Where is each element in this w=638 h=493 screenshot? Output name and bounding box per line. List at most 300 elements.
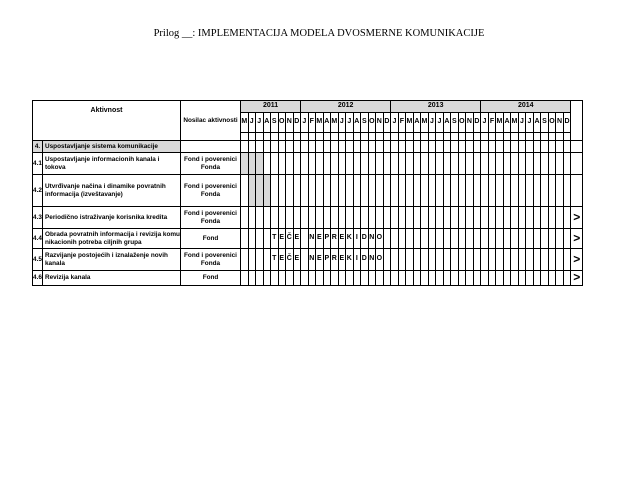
schedule-cell (308, 207, 316, 229)
activity-carrier: Fond i poverenici Fonda (181, 175, 241, 207)
month-header: N (286, 113, 294, 133)
schedule-cell (271, 271, 279, 286)
schedule-cell (526, 207, 534, 229)
month-header: O (458, 113, 466, 133)
schedule-cell (406, 153, 414, 175)
schedule-cell (421, 175, 429, 207)
schedule-cell (548, 153, 556, 175)
schedule-cell (533, 271, 541, 286)
schedule-cell (481, 249, 489, 271)
continuing-letter: R (331, 229, 339, 249)
month-header: J (481, 113, 489, 133)
continues-arrow: > (571, 271, 583, 286)
schedule-cell (338, 175, 346, 207)
schedule-cell (278, 271, 286, 286)
table-row (33, 229, 583, 249)
activity-number: 4.6 (33, 271, 43, 286)
schedule-cell (241, 175, 249, 207)
schedule-cell (241, 229, 249, 249)
continuing-letter: E (338, 229, 346, 249)
schedule-cell (443, 207, 451, 229)
month-header: M (316, 113, 324, 133)
schedule-cell (286, 175, 294, 207)
schedule-cell (533, 249, 541, 271)
month-header: J (436, 113, 444, 133)
schedule-cell (526, 153, 534, 175)
schedule-cell (556, 153, 564, 175)
continuing-letter: I (353, 249, 361, 271)
activity-number: 4.5 (33, 249, 43, 271)
schedule-cell (518, 153, 526, 175)
continuing-letter: R (331, 249, 339, 271)
continuing-letter: K (346, 249, 354, 271)
month-header: A (503, 113, 511, 133)
schedule-cell (413, 229, 421, 249)
schedule-cell (563, 175, 571, 207)
schedule-cell (241, 249, 249, 271)
activity-carrier: Fond i poverenici Fonda (181, 207, 241, 229)
schedule-cell (503, 175, 511, 207)
schedule-cell (466, 153, 474, 175)
schedule-cell (241, 271, 249, 286)
continuing-letter: O (376, 229, 384, 249)
month-header: A (443, 113, 451, 133)
continuing-letter: E (316, 249, 324, 271)
schedule-cell (248, 175, 256, 207)
schedule-cell (473, 229, 481, 249)
schedule-cell (488, 229, 496, 249)
schedule-cell (256, 229, 264, 249)
schedule-cell (391, 249, 399, 271)
continuing-letter (301, 249, 309, 271)
schedule-cell (556, 271, 564, 286)
continuing-letter: E (278, 249, 286, 271)
schedule-cell (263, 153, 271, 175)
continuing-letter: K (346, 229, 354, 249)
schedule-cell (316, 175, 324, 207)
schedule-cell (406, 271, 414, 286)
schedule-cell (533, 229, 541, 249)
schedule-cell (383, 207, 391, 229)
schedule-cell (563, 229, 571, 249)
schedule-cell (496, 271, 504, 286)
schedule-cell (346, 271, 354, 286)
schedule-cell (443, 153, 451, 175)
schedule-cell (368, 153, 376, 175)
continuing-letter: T (271, 249, 279, 271)
month-header: M (331, 113, 339, 133)
month-header: O (368, 113, 376, 133)
continuing-letter: E (293, 229, 301, 249)
continues-arrow: > (571, 207, 583, 229)
activity-label: Razvijanje postojećih i iznalaženje novih kanala (43, 249, 181, 271)
continuing-letter: I (353, 229, 361, 249)
schedule-cell (436, 207, 444, 229)
activity-number: 4.4 (33, 229, 43, 249)
schedule-cell (556, 249, 564, 271)
schedule-cell (451, 271, 459, 286)
schedule-cell (436, 271, 444, 286)
carrier-header: Nosilac aktivnosti (181, 101, 241, 141)
schedule-cell (376, 153, 384, 175)
schedule-cell (533, 153, 541, 175)
schedule-cell (256, 271, 264, 286)
month-header: J (301, 113, 309, 133)
continuing-letter: T (271, 229, 279, 249)
schedule-cell (271, 207, 279, 229)
continuing-letter: D (361, 249, 369, 271)
continuing-letter: O (376, 249, 384, 271)
month-header: J (248, 113, 256, 133)
month-header: N (466, 113, 474, 133)
schedule-cell (316, 153, 324, 175)
schedule-cell (413, 175, 421, 207)
schedule-cell (451, 249, 459, 271)
schedule-cell (541, 229, 549, 249)
month-header: J (526, 113, 534, 133)
schedule-cell (278, 175, 286, 207)
continuing-letter: P (323, 229, 331, 249)
schedule-cell (278, 153, 286, 175)
schedule-cell (563, 207, 571, 229)
schedule-cell (421, 249, 429, 271)
schedule-cell (473, 175, 481, 207)
table-row (33, 153, 583, 175)
section-number: 4. (33, 141, 43, 153)
schedule-cell (248, 153, 256, 175)
schedule-cell (271, 175, 279, 207)
section-label: Uspostavljanje sistema komunikacije (43, 141, 181, 153)
month-header: D (293, 113, 301, 133)
schedule-cell (241, 153, 249, 175)
month-header: J (346, 113, 354, 133)
month-header: A (353, 113, 361, 133)
schedule-cell (526, 271, 534, 286)
schedule-cell (481, 207, 489, 229)
schedule-cell (548, 175, 556, 207)
schedule-cell (518, 271, 526, 286)
continuing-letter: N (308, 229, 316, 249)
month-header: O (278, 113, 286, 133)
month-header: A (323, 113, 331, 133)
implementation-schedule-table (32, 100, 583, 286)
schedule-cell (488, 249, 496, 271)
schedule-cell (533, 175, 541, 207)
schedule-cell (548, 229, 556, 249)
month-header: N (376, 113, 384, 133)
schedule-cell (443, 229, 451, 249)
schedule-cell (263, 229, 271, 249)
schedule-cell (331, 271, 339, 286)
schedule-cell (383, 249, 391, 271)
schedule-cell (376, 207, 384, 229)
schedule-cell (511, 271, 519, 286)
continuing-letter: D (361, 229, 369, 249)
month-header: N (556, 113, 564, 133)
schedule-cell (308, 271, 316, 286)
month-header: F (308, 113, 316, 133)
continuing-letter: E (316, 229, 324, 249)
schedule-cell (451, 207, 459, 229)
month-header: A (413, 113, 421, 133)
schedule-cell (398, 175, 406, 207)
schedule-cell (526, 249, 534, 271)
schedule-cell (338, 271, 346, 286)
schedule-cell (481, 229, 489, 249)
schedule-cell (473, 271, 481, 286)
continuing-letter: Č (286, 249, 294, 271)
page-title: Prilog __: IMPLEMENTACIJA MODELA DVOSMERNE KOMUNIKACIJE (153, 28, 485, 39)
schedule-cell (398, 229, 406, 249)
schedule-cell (248, 229, 256, 249)
continuing-letter: E (278, 229, 286, 249)
schedule-cell (488, 271, 496, 286)
schedule-cell (398, 153, 406, 175)
schedule-cell (421, 271, 429, 286)
schedule-cell (563, 249, 571, 271)
month-header: D (383, 113, 391, 133)
schedule-cell (496, 207, 504, 229)
schedule-cell (458, 207, 466, 229)
schedule-cell (541, 153, 549, 175)
month-header: S (271, 113, 279, 133)
month-header: M (421, 113, 429, 133)
continuing-letter (301, 229, 309, 249)
schedule-cell (563, 153, 571, 175)
schedule-cell (368, 207, 376, 229)
activity-carrier: Fond i poverenici Fonda (181, 249, 241, 271)
schedule-cell (466, 207, 474, 229)
schedule-cell (541, 249, 549, 271)
schedule-cell (391, 207, 399, 229)
schedule-cell (541, 207, 549, 229)
schedule-cell (301, 153, 309, 175)
schedule-cell (398, 249, 406, 271)
schedule-cell (458, 229, 466, 249)
schedule-cell (496, 153, 504, 175)
schedule-cell (361, 153, 369, 175)
continuing-letter: N (368, 249, 376, 271)
schedule-cell (503, 229, 511, 249)
table-row (33, 249, 583, 271)
schedule-cell (556, 229, 564, 249)
schedule-cell (391, 229, 399, 249)
month-header: J (391, 113, 399, 133)
schedule-cell (518, 175, 526, 207)
schedule-cell (301, 271, 309, 286)
schedule-cell (376, 271, 384, 286)
month-header: M (241, 113, 249, 133)
month-header: A (533, 113, 541, 133)
schedule-cell (511, 153, 519, 175)
schedule-cell (466, 229, 474, 249)
schedule-cell (481, 175, 489, 207)
schedule-cell (473, 153, 481, 175)
schedule-cell (548, 249, 556, 271)
continues-arrow: > (571, 229, 583, 249)
month-header: M (406, 113, 414, 133)
schedule-cell (361, 271, 369, 286)
activity-number: 4.1 (33, 153, 43, 175)
schedule-cell (511, 175, 519, 207)
schedule-cell (331, 153, 339, 175)
schedule-cell (473, 249, 481, 271)
schedule-cell (406, 175, 414, 207)
schedule-cell (496, 175, 504, 207)
schedule-cell (368, 271, 376, 286)
schedule-cell (263, 271, 271, 286)
schedule-cell (323, 207, 331, 229)
schedule-cell (278, 207, 286, 229)
continuing-letter: Č (286, 229, 294, 249)
schedule-cell (376, 175, 384, 207)
schedule-cell (556, 207, 564, 229)
continuing-letter: N (308, 249, 316, 271)
schedule-cell (443, 271, 451, 286)
schedule-cell (413, 153, 421, 175)
schedule-cell (293, 271, 301, 286)
schedule-cell (428, 271, 436, 286)
schedule-cell (323, 153, 331, 175)
activity-carrier: Fond (181, 229, 241, 249)
schedule-cell (398, 271, 406, 286)
schedule-cell (488, 207, 496, 229)
schedule-cell (458, 175, 466, 207)
schedule-cell (286, 153, 294, 175)
schedule-cell (526, 229, 534, 249)
schedule-cell (428, 175, 436, 207)
schedule-cell (361, 207, 369, 229)
activity-label: Revizija kanala (43, 271, 181, 286)
month-header: S (361, 113, 369, 133)
schedule-cell (481, 271, 489, 286)
schedule-cell (413, 207, 421, 229)
table-row (33, 207, 583, 229)
schedule-cell (286, 207, 294, 229)
schedule-cell (503, 249, 511, 271)
schedule-cell (293, 153, 301, 175)
schedule-cell (436, 153, 444, 175)
month-header: S (451, 113, 459, 133)
schedule-cell (481, 153, 489, 175)
schedule-cell (488, 175, 496, 207)
schedule-cell (443, 249, 451, 271)
schedule-cell (383, 271, 391, 286)
schedule-cell (496, 249, 504, 271)
schedule-cell (391, 153, 399, 175)
schedule-cell (301, 207, 309, 229)
month-header: J (256, 113, 264, 133)
activity-number: 4.3 (33, 207, 43, 229)
schedule-cell (473, 207, 481, 229)
schedule-cell (421, 207, 429, 229)
schedule-cell (428, 249, 436, 271)
month-header: M (511, 113, 519, 133)
schedule-cell (256, 175, 264, 207)
schedule-cell (466, 249, 474, 271)
schedule-cell (383, 153, 391, 175)
activity-label: Uspostavljanje informacionih kanala i tokova (43, 153, 181, 175)
schedule-cell (361, 175, 369, 207)
schedule-cell (518, 249, 526, 271)
table-row (33, 271, 583, 286)
continuing-letter: E (293, 249, 301, 271)
schedule-cell (353, 207, 361, 229)
schedule-cell (548, 207, 556, 229)
schedule-cell (316, 207, 324, 229)
continues-arrow: > (571, 249, 583, 271)
schedule-cell (398, 207, 406, 229)
month-header: S (541, 113, 549, 133)
schedule-cell (308, 175, 316, 207)
schedule-cell (466, 271, 474, 286)
table-row (33, 175, 583, 207)
schedule-cell (451, 229, 459, 249)
schedule-cell (428, 153, 436, 175)
continuing-letter: P (323, 249, 331, 271)
schedule-cell (323, 271, 331, 286)
schedule-cell (556, 175, 564, 207)
schedule-cell (451, 175, 459, 207)
schedule-cell (503, 207, 511, 229)
schedule-cell (436, 175, 444, 207)
schedule-cell (563, 271, 571, 286)
schedule-cell (421, 229, 429, 249)
month-header: F (488, 113, 496, 133)
schedule-cell (346, 207, 354, 229)
schedule-cell (338, 207, 346, 229)
month-header: J (338, 113, 346, 133)
month-header: J (428, 113, 436, 133)
schedule-cell (413, 249, 421, 271)
schedule-cell (541, 271, 549, 286)
schedule-cell (518, 207, 526, 229)
schedule-cell (458, 271, 466, 286)
schedule-cell (331, 175, 339, 207)
schedule-cell (406, 207, 414, 229)
schedule-cell (496, 229, 504, 249)
schedule-cell (353, 175, 361, 207)
schedule-cell (443, 175, 451, 207)
schedule-cell (248, 249, 256, 271)
activity-label: Utvrđivanje načina i dinamike povratnih informacija (izveštavanje) (43, 175, 181, 207)
schedule-cell (518, 229, 526, 249)
schedule-cell (248, 207, 256, 229)
schedule-cell (503, 271, 511, 286)
schedule-cell (286, 271, 294, 286)
month-header: D (473, 113, 481, 133)
schedule-cell (458, 249, 466, 271)
month-header: O (548, 113, 556, 133)
schedule-cell (308, 153, 316, 175)
schedule-cell (353, 271, 361, 286)
schedule-cell (383, 229, 391, 249)
schedule-cell (533, 207, 541, 229)
schedule-cell (271, 153, 279, 175)
schedule-cell (413, 271, 421, 286)
year-header: 2012 (301, 101, 391, 113)
schedule-cell (256, 207, 264, 229)
schedule-cell (428, 207, 436, 229)
activity-header: Aktivnost (33, 101, 181, 141)
month-header: D (563, 113, 571, 133)
month-header: M (496, 113, 504, 133)
schedule-cell (391, 175, 399, 207)
schedule-cell (241, 207, 249, 229)
schedule-cell (406, 249, 414, 271)
continuing-letter: E (338, 249, 346, 271)
schedule-cell (383, 175, 391, 207)
